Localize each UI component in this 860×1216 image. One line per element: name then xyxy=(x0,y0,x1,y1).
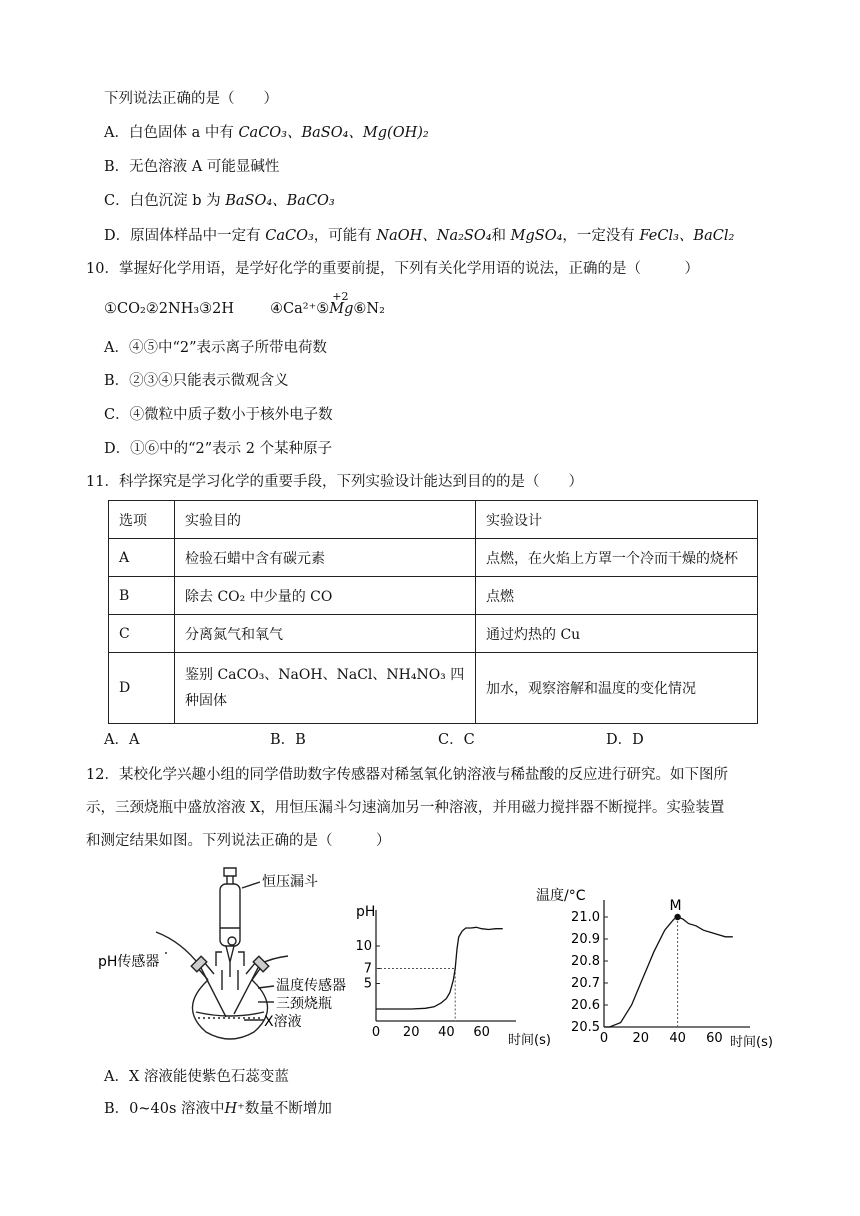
q9-option-b: B．无色溶液 A 可能显碱性 xyxy=(104,159,280,175)
temp-xlabel: 时间(s) xyxy=(730,1035,773,1050)
label-ph-sensor: pH传感器 xyxy=(98,954,160,970)
header-purpose: 实验目的 xyxy=(175,501,476,539)
q9-stem: 下列说法正确的是（ ） xyxy=(104,91,278,107)
q10-option-d: D．①⑥中的“2”表示 2 个某种原子 xyxy=(104,441,333,457)
q11-option-d: D．D xyxy=(606,732,644,748)
label-x-solution: X溶液 xyxy=(264,1014,302,1030)
ph-xlabel: 时间(s) xyxy=(508,1033,551,1048)
q10-items: ①CO₂②2NH₃③2H ④Ca²⁺⑤Mg +2 ⑥N₂ xyxy=(104,298,385,320)
y-tick-label: 21.0 xyxy=(571,910,600,925)
q10-option-a: A．④⑤中“2”表示离子所带电荷数 xyxy=(104,340,328,356)
q12-line2: 示，三颈烧瓶中盛放溶液 X，用恒压漏斗匀速滴加另一种溶液，并用磁力搅拌器不断搅拌。实验装置 xyxy=(86,800,725,816)
series-line xyxy=(376,927,503,1009)
ph-axes xyxy=(355,910,516,1040)
apparatus-diagram xyxy=(96,862,358,1044)
q11-option-a: A．A xyxy=(104,732,140,748)
q10-option-b: B．②③④只能表示微观含义 xyxy=(104,373,289,389)
q9-option-a: A．白色固体 a 中有 CaCO₃、BaSO₄、Mg(OH)₂ xyxy=(104,125,429,141)
q11-option-c: C．C xyxy=(438,732,475,748)
header-option: 选项 xyxy=(109,501,175,539)
y-tick-label: 20.7 xyxy=(571,976,600,991)
mg-valence: Mg +2 xyxy=(329,290,354,317)
table-row: D 鉴别 CaCO₃、NaOH、NaCl、NH₄NO₃ 四种固体 加水，观察溶解和温度的变化情况 xyxy=(109,653,758,724)
table-header-row xyxy=(109,501,758,539)
q10-option-c: C．④微粒中质子数小于核外电子数 xyxy=(104,407,333,423)
temperature-chart xyxy=(534,882,788,1052)
x-tick-label: 60 xyxy=(473,1025,490,1040)
q10-stem: 10．掌握好化学用语，是学好化学的重要前提，下列有关化学用语的说法，正确的是（ ） xyxy=(86,261,699,277)
q11-table xyxy=(108,500,758,724)
y-tick-label: 10 xyxy=(355,939,372,954)
y-tick-label: 20.5 xyxy=(571,1020,600,1035)
y-tick-label: 20.6 xyxy=(571,998,600,1013)
table-row: C 分离氮气和氧气 通过灼热的 Cu xyxy=(109,615,758,653)
label-temp-sensor: 温度传感器 xyxy=(276,978,346,994)
table-row: B 除去 CO₂ 中少量的 CO 点燃 xyxy=(109,577,758,615)
x-tick-label: 0 xyxy=(371,1025,381,1040)
ph-chart xyxy=(350,898,551,1050)
q9-option-c: C．白色沉淀 b 为 BaSO₄、BaCO₃ xyxy=(104,193,335,209)
x-tick-label: 20 xyxy=(632,1031,650,1046)
label-flask: 三颈烧瓶 xyxy=(276,996,332,1012)
temp-axes xyxy=(571,898,750,1046)
q12-line1: 12．某校化学兴趣小组的同学借助数字传感器对稀氢氧化钠溶液与稀盐酸的反应进行研究。如下图所 xyxy=(86,767,728,783)
q12-line3: 和测定结果如图。下列说法正确的是（ ） xyxy=(86,833,391,849)
series-line xyxy=(604,917,733,1027)
x-tick-label: 40 xyxy=(438,1025,455,1040)
q11-option-b: B．B xyxy=(270,732,306,748)
x-tick-label: 20 xyxy=(402,1025,420,1040)
q9-option-d: D．原固体样品中一定有 CaCO₃，可能有 NaOH、Na₂SO₄和 MgSO₄，一定没有 FeCl₃、BaCl₂ xyxy=(104,228,735,244)
y-tick-label: 5 xyxy=(363,976,372,992)
label-funnel: 恒压漏斗 xyxy=(262,874,318,890)
x-tick-label: 60 xyxy=(706,1031,723,1046)
table-row: A 检验石蜡中含有碳元素 点燃，在火焰上方罩一个冷而干燥的烧杯 xyxy=(109,539,758,577)
temp-ylabel: 温度/°C xyxy=(536,888,586,904)
y-tick-label: 20.8 xyxy=(571,954,600,969)
ph-ylabel: pH xyxy=(356,904,376,920)
y-tick-label: 7 xyxy=(363,961,372,977)
y-tick-label: 20.9 xyxy=(571,932,600,947)
q11-stem: 11．科学探究是学习化学的重要手段，下列实验设计能达到目的的是（ ） xyxy=(86,474,583,490)
q12-option-b: B．0~40s 溶液中H⁺数量不断增加 xyxy=(104,1101,332,1117)
x-tick-label: 40 xyxy=(669,1031,686,1046)
q12-option-a: A．X 溶液能使紫色石蕊变蓝 xyxy=(104,1069,289,1085)
annotation-label: M xyxy=(669,898,682,914)
x-tick-label: 0 xyxy=(599,1031,609,1046)
header-design: 实验设计 xyxy=(476,501,758,539)
